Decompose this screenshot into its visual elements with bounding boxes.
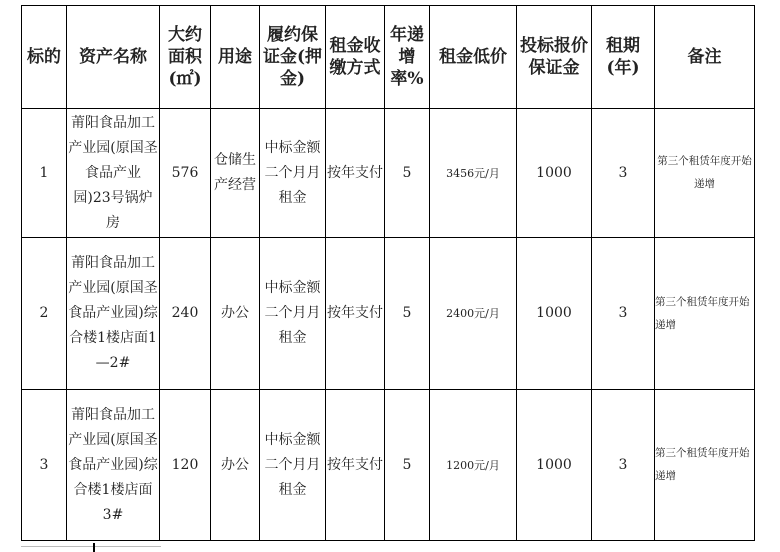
cell-bid-deposit: 1000 bbox=[517, 109, 592, 238]
cell-term: 3 bbox=[592, 109, 655, 238]
cell-min-rent: 1200元/月 bbox=[430, 390, 517, 541]
table-row bbox=[22, 238, 755, 390]
cell-increase: 5 bbox=[385, 390, 430, 541]
cell-bid-deposit: 1000 bbox=[517, 238, 592, 390]
cell-increase: 5 bbox=[385, 238, 430, 390]
table-row bbox=[22, 390, 755, 541]
header-bid-deposit: 投标报价保证金 bbox=[517, 6, 592, 109]
cell-min-rent: 3456元/月 bbox=[430, 109, 517, 238]
text-cursor-mark bbox=[93, 543, 95, 552]
cell-deposit: 中标金额二个月月租金 bbox=[260, 109, 326, 238]
cell-term: 3 bbox=[592, 390, 655, 541]
header-lot: 标的 bbox=[22, 6, 67, 109]
cell-area: 240 bbox=[160, 238, 211, 390]
cell-deposit: 中标金额二个月月租金 bbox=[260, 238, 326, 390]
cell-min-rent: 2400元/月 bbox=[430, 238, 517, 390]
cell-payment: 按年支付 bbox=[326, 390, 385, 541]
cell-lot: 2 bbox=[22, 238, 67, 390]
cell-remark: 第三个租赁年度开始递增 bbox=[655, 390, 755, 541]
cell-asset-name: 莆阳食品加工产业园(原国圣食品产业园)综合楼1楼店面1—2# bbox=[67, 238, 160, 390]
cell-lot: 3 bbox=[22, 390, 67, 541]
cell-lot: 1 bbox=[22, 109, 67, 238]
cell-bid-deposit: 1000 bbox=[517, 390, 592, 541]
header-payment: 租金收缴方式 bbox=[326, 6, 385, 109]
header-increase: 年递增率% bbox=[385, 6, 430, 109]
cell-usage: 办公 bbox=[211, 238, 260, 390]
header-row bbox=[22, 6, 755, 109]
cell-payment: 按年支付 bbox=[326, 109, 385, 238]
cell-deposit: 中标金额二个月月租金 bbox=[260, 390, 326, 541]
page-divider bbox=[21, 546, 161, 547]
cell-asset-name: 莆阳食品加工产业园(原国圣食品产业园)23号锅炉房 bbox=[67, 109, 160, 238]
cell-payment: 按年支付 bbox=[326, 238, 385, 390]
cell-term: 3 bbox=[592, 238, 655, 390]
header-term: 租期(年) bbox=[592, 6, 655, 109]
cell-area: 120 bbox=[160, 390, 211, 541]
table-row bbox=[22, 109, 755, 238]
cell-remark: 第三个租赁年度开始递增 bbox=[655, 109, 755, 238]
cell-remark: 第三个租赁年度开始递增 bbox=[655, 238, 755, 390]
header-usage: 用途 bbox=[211, 6, 260, 109]
cell-usage: 仓储生产经营 bbox=[211, 109, 260, 238]
cell-increase: 5 bbox=[385, 109, 430, 238]
cell-area: 576 bbox=[160, 109, 211, 238]
header-min-rent: 租金低价 bbox=[430, 6, 517, 109]
header-deposit: 履约保证金(押金) bbox=[260, 6, 326, 109]
header-asset-name: 资产名称 bbox=[67, 6, 160, 109]
header-area: 大约面积(㎡) bbox=[160, 6, 211, 109]
cell-usage: 办公 bbox=[211, 390, 260, 541]
cell-asset-name: 莆阳食品加工产业园(原国圣食品产业园)综合楼1楼店面3# bbox=[67, 390, 160, 541]
header-remark: 备注 bbox=[655, 6, 755, 109]
lease-assets-table bbox=[21, 5, 755, 541]
